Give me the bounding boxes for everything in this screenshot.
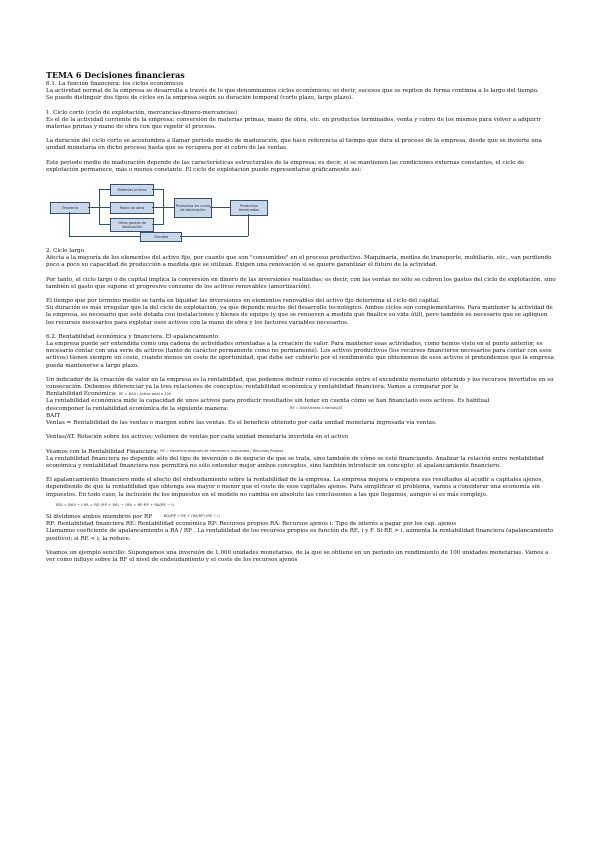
decomposition-line	[46, 406, 556, 413]
diagram-arrow	[99, 224, 110, 225]
leverage-equation: BDI = BAII − i·RA = RE·(RP + RA) − i·RA = RE·RP + RA(RE − i)	[56, 501, 175, 507]
diagram-arrow	[69, 212, 70, 236]
diagram-box-mano-de-obra: Mano de obra	[110, 202, 154, 214]
diagram-arrow	[99, 189, 100, 225]
legend-line: RF: Rentabilidad financiera RE: Rentabilidad económica RP: Recursos propios RA: Recursos ajenos i: Tipo de interés a pagar por los cap. ajenos	[46, 521, 457, 528]
divide-text: Si dividimos ambos miembros por RP	[46, 513, 152, 520]
document-page	[46, 70, 556, 564]
heading-ciclo-corto: 1. Ciclo corto (ciclo de explotación, mercancías-dinero-mercancías)	[46, 109, 238, 116]
ventas-definition: Ventas = Rentabilidad de las ventas o margen sobre las ventas. Es el beneficio obtenido por cada unidad monetaria ingresada vía ventas.	[46, 420, 437, 427]
diagram-arrow	[152, 224, 163, 225]
paragraph: Su duración es más irregular que la del ciclo de explotación, ya que depende mucho del desarrollo tecnológico. Ambos ciclos son complementarios. Para mantener la actividad de la empresa, es necesario que esté dotada con instalaciones y bienes de equipo (y que se renueven a medida que finalice su vida útil), pero también es necesario que se apliquen los recursos necesarios para explotar esos activos con la mano de obra y los factores variables necesarios.	[46, 305, 553, 326]
rotation-definition: Ventas/AT. Rotación sobre los activos; volumen de ventas por cada unidad monetaria invertida en el activo	[46, 434, 349, 441]
paragraph: Veamos un ejemplo sencillo: Supongamos una inversión de 1.000 unidades monetarias, de la que se obtiene en un periodo un rendimiento de 100 unidades monetarias. Vamos a ver cómo influye sobre la RF el nivel de endeudamiento y el coste de los recursos ajenos	[46, 549, 549, 563]
diagram-arrow	[163, 189, 164, 225]
paragraph: Un indicador de la creación de valor en la empresa es la rentabilidad, que podemos definir como el cociente entre el excedente monetario obtenido y los recursos invertidos en su consecución. Debemos diferenciar ya la tres relaciones de conceptos: rentabilidad económica y rentabilidad financiera. Vamos a comparar por la	[46, 376, 554, 391]
diagram-box-tesoreria: Tesorería	[50, 202, 90, 214]
diagram-box-productos-terminados: Productos terminados	[230, 200, 268, 216]
diagram-arrow	[152, 189, 163, 190]
paragraph: Este periodo medio de maduración depende de las características estructurales de la empresa; es decir, si se mantienen las condiciones externas constantes, el ciclo de explotación permanece, más o menos constante. El ciclo de explotación puede representarse gráficamente así:	[46, 159, 525, 173]
paragraph: descomponer la rentabilidad económica de la siguiente manera:	[46, 405, 229, 412]
exploitation-cycle-diagram	[50, 178, 290, 242]
paragraph: La rentabilidad financiera no depende sólo del tipo de inversión o de negocio de que se trata, sino también de cómo se esté financiando. Analizar la relación entre rentabilidad económica y rentabilidad financiera nos permitirá no sólo entender mejor ambos conceptos, sino también introducir un concepto: el apalancamiento financiero.	[46, 455, 544, 469]
re-label: Rentabilidad Económica:	[46, 391, 117, 398]
diagram-box-otros-gastos: Otros gastos de fabricación	[110, 218, 154, 232]
diagram-arrow	[210, 207, 230, 208]
diagram-box-clientes: Clientes	[140, 232, 182, 242]
paragraph: Por tanto, el ciclo largo o de capital implica la conversión en dinero de las inversiones realizadas; es decir, con las ventas no sólo se cubren los gastos del ciclo de explotación, sino también el gasto que supone el progresivo consumo de los activos renovables (amortización).	[46, 276, 556, 290]
re-formula: RE = BAII / Activo total x 100	[118, 391, 172, 396]
heading-ciclo-largo: 2. Ciclo largo	[46, 248, 84, 255]
paragraph: La empresa puede ser entendida como una cadena de actividades orientadas a la creación de valor. Para mantener esas actividades, como hemos visto en el punto anterior, es necesario contar con una serie de activos (tanto de carácter permanente como no permanente). Los activos productivos (los recursos financieros necesarios para contar con esos activos) tienen siempre un coste, cuando menos un coste de oportunidad, que debe ser cubierto por el rendimiento que obtenemos de esos activos si pretendemos que la empresa pueda mantenerse a largo plazo.	[46, 341, 554, 369]
paragraph: Es el de la actividad corriente de la empresa: conversión de materias primas, mano de obra, etc. en productos terminados, venta y cobro de los mismos para volver a adquirir materias primas y mano de obra con que repetir el proceso.	[46, 116, 541, 131]
section-heading-6-2: 6.2. Rentabilidad económica y financiera. El apalancamiento	[46, 333, 219, 340]
diagram-arrow	[248, 214, 249, 236]
paragraph: La duración del ciclo corto se acostumbra a llamar periodo medio de maduración, que hace referencia al tiempo que dura el proceso de la empresa, desde que se invierte una unidad monetaria en dicho proceso hasta que se recupera por el cobro de las ventas.	[46, 138, 542, 152]
diagram-arrow	[180, 236, 248, 237]
diagram-box-materias-primas: Materias primas	[110, 184, 154, 196]
paragraph: Llamamos coeficiente de apalancamiento a RA / RP . La rentabilidad de los recursos propios es función de RE, i y F. Si RE > i, aumenta la rentabilidad financiera (apalancamiento positivo); si RE < i, la reduce.	[46, 528, 554, 542]
rf-leverage-formula: BDI/RP = RE + (RA/RP)·(RE − i)	[163, 514, 220, 519]
diagram-arrow	[69, 236, 140, 237]
paragraph: La actividad normal de la empresa se desarrolla a través de lo que denominamos ciclos económicos; es decir, sucesos que se repiten de forma continua a lo largo del tiempo.	[46, 88, 539, 95]
rf-formula: RF = Beneficio después de intereses e impuestos / Recursos Propios	[160, 448, 284, 453]
paragraph: Se puede distinguir dos tipos de ciclos en la empresa según su duración temporal (corto plazo, largo plazo).	[46, 95, 353, 102]
document-title: TEMA 6 Decisiones financieras	[46, 70, 185, 80]
paragraph: La rentabilidad económica mide la capacidad de unos activos para producir resultados sin tener en cuenta cómo se han financiado esos activos. Es habitual	[46, 398, 490, 405]
diagram-arrow	[99, 189, 110, 190]
paragraph: El tiempo que por término medio se tarda en liquidar las inversiones en elementos renovables del activo fijo determina el ciclo del capital.	[46, 298, 440, 305]
diagram-box-productos-en-curso: Productos en curso de fabricación	[174, 198, 212, 218]
bait-label: BAIT	[46, 412, 61, 419]
paragraph: Afecta a la mayoría de los elementos del activo fijo, por cuanto que son "consumidos" en el proceso productivo. Maquinaria, medios de transporte, mobiliario, etc., van perdiendo poco a poco su capacidad de producción a medida que se utilizan. Exigen una renovación si se quiere garantizar el futuro de la actividad.	[46, 255, 552, 269]
rf-label: Veamos con la Rentabilidad Financiera:	[46, 448, 159, 455]
paragraph: El apalancamiento financiero mide el efecto del endeudamiento sobre la rentabilidad de la empresa. La empresa mejora o empeora sus resultados al acudir a capitales ajenos, dependiendo de que la rentabilidad que obtenga sea mayor o menor que el coste de esos capitales ajenos. Para simplificar el problema, vamos a considerar una economía sin impuestos. En todo caso, la inclusión de los impuestos en el modelo no cambia en absoluto las conclusiones a las que llegamos, aunque sí es más complejo.	[46, 477, 544, 498]
re-decomposition-formula: RE = BAII/Ventas x Ventas/AT	[289, 406, 343, 411]
section-heading-6-1: 6.1. La función financiera: los ciclos económicos	[46, 81, 184, 87]
rf-label-line	[46, 449, 556, 456]
